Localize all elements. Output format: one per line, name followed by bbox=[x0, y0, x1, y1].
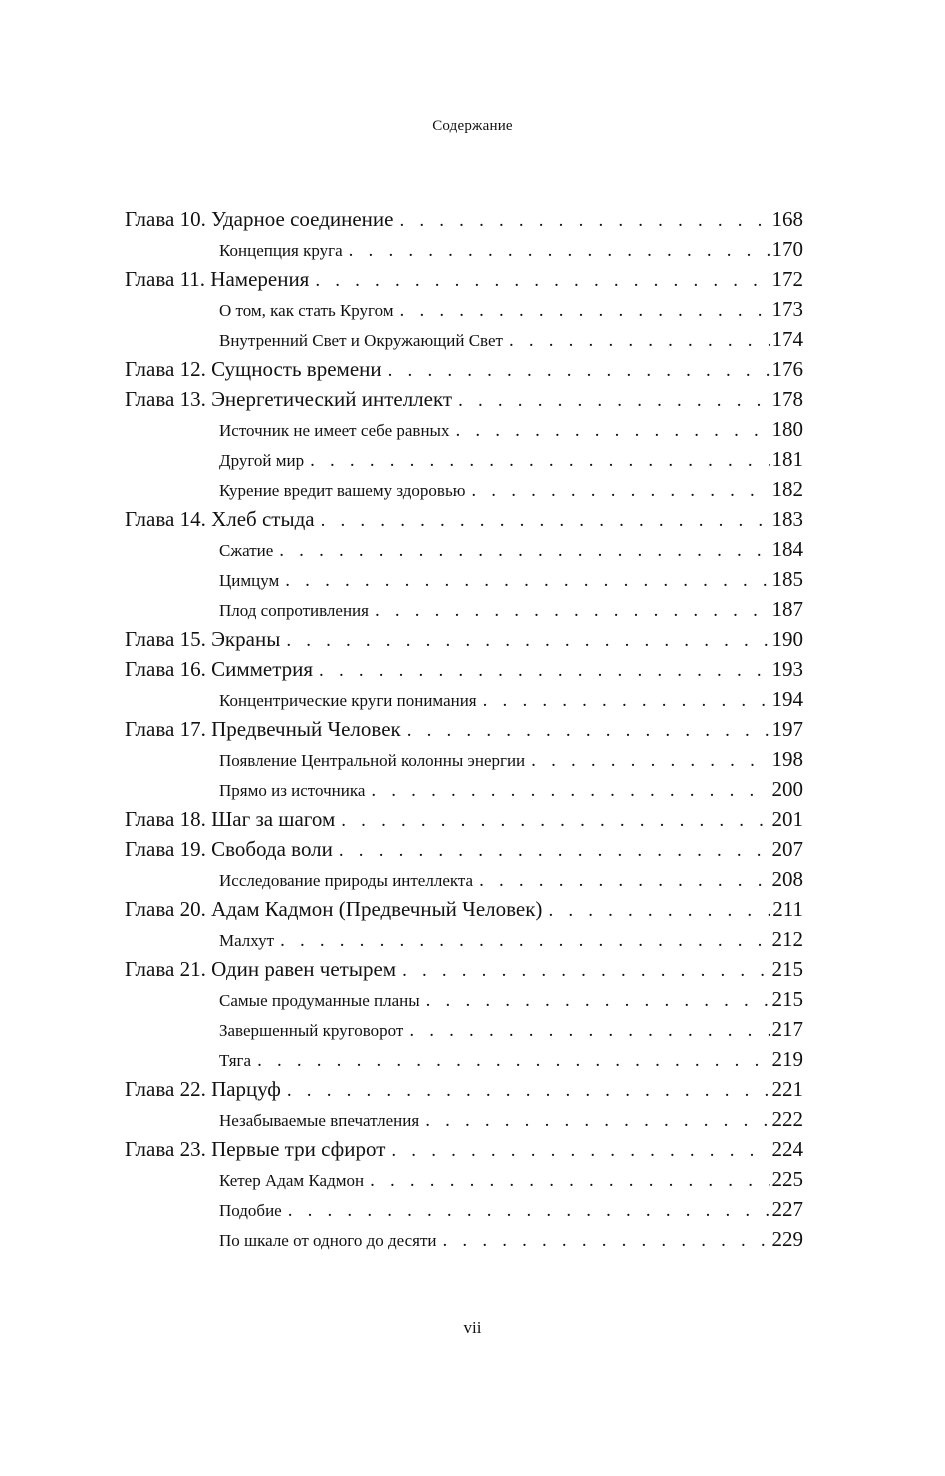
toc-entry-page: 200 bbox=[771, 777, 803, 801]
toc-entry-page: 184 bbox=[771, 537, 803, 561]
toc-entry-title: Глава 15. Экраны bbox=[125, 627, 281, 651]
toc-dot-leader bbox=[251, 1046, 769, 1074]
toc-entry-title: Подобие bbox=[219, 1201, 282, 1220]
toc-entry-title: Появление Центральной колонны энергии bbox=[219, 751, 526, 770]
toc-entry-title: Плод сопротивления bbox=[219, 601, 369, 620]
toc-entry-title: Глава 21. Один равен четырем bbox=[125, 957, 397, 981]
toc-entry-title: Глава 12. Сущность времени bbox=[125, 357, 382, 381]
toc-dot-leader bbox=[280, 626, 769, 654]
toc-dot-leader bbox=[437, 1226, 770, 1254]
toc-dot-leader bbox=[274, 926, 769, 954]
toc-dot-leader bbox=[396, 956, 769, 984]
toc-entry-title: Внутренний Свет и Окружающий Свет bbox=[219, 331, 503, 350]
toc-section-entry bbox=[125, 324, 803, 354]
toc-chapter-entry bbox=[125, 504, 803, 534]
toc-section-entry bbox=[125, 1224, 803, 1254]
toc-dot-leader bbox=[309, 266, 769, 294]
toc-entry-title: Концентрические круги понимания bbox=[219, 691, 477, 710]
toc-section-entry bbox=[125, 534, 803, 564]
toc-section-entry bbox=[125, 1194, 803, 1224]
toc-dot-leader bbox=[473, 866, 769, 894]
toc-section-entry bbox=[125, 1104, 803, 1134]
toc-dot-leader bbox=[313, 656, 769, 684]
toc-chapter-entry bbox=[125, 204, 803, 234]
toc-dot-leader bbox=[364, 1166, 769, 1194]
toc-dot-leader bbox=[542, 896, 770, 924]
toc-entry-title: Незабываемые впечатления bbox=[219, 1111, 420, 1130]
toc-section-entry bbox=[125, 564, 803, 594]
toc-entry-page: 217 bbox=[771, 1017, 803, 1041]
toc-entry-page: 221 bbox=[771, 1077, 803, 1101]
toc-section-entry bbox=[125, 414, 803, 444]
toc-chapter-entry bbox=[125, 264, 803, 294]
toc-chapter-entry bbox=[125, 1134, 803, 1164]
toc-dot-leader bbox=[281, 1076, 770, 1104]
toc-entry-title: Глава 16. Симметрия bbox=[125, 657, 314, 681]
toc-entry-title: Малхут bbox=[219, 931, 275, 950]
toc-entry-title: О том, как стать Кругом bbox=[219, 301, 394, 320]
toc-dot-leader bbox=[304, 446, 769, 474]
toc-dot-leader bbox=[465, 476, 769, 504]
toc-entry-title: Сжатие bbox=[219, 541, 274, 560]
toc-entry-title: Другой мир bbox=[219, 451, 305, 470]
toc-entry-title: Глава 18. Шаг за шагом bbox=[125, 807, 336, 831]
toc-chapter-entry bbox=[125, 954, 803, 984]
toc-section-entry bbox=[125, 234, 803, 264]
toc-dot-leader bbox=[365, 776, 769, 804]
toc-dot-leader bbox=[393, 206, 769, 234]
toc-entry-title: Цимцум bbox=[219, 571, 280, 590]
toc-entry-page: 173 bbox=[771, 297, 803, 321]
toc-entry-page: 219 bbox=[771, 1047, 803, 1071]
toc-entry-page: 183 bbox=[771, 507, 803, 531]
toc-entry-title: Глава 23. Первые три сфирот bbox=[125, 1137, 386, 1161]
toc-entry-page: 225 bbox=[771, 1167, 803, 1191]
toc-dot-leader bbox=[401, 716, 770, 744]
toc-entry-title: Завершенный круговорот bbox=[219, 1021, 404, 1040]
toc-entry-title: Кетер Адам Кадмон bbox=[219, 1171, 365, 1190]
toc-section-entry bbox=[125, 294, 803, 324]
toc-entry-title: Источник не имеет себе равных bbox=[219, 421, 450, 440]
toc-dot-leader bbox=[394, 296, 770, 324]
toc-entry-title: Глава 13. Энергетический интеллект bbox=[125, 387, 453, 411]
toc-section-entry bbox=[125, 1014, 803, 1044]
toc-entry-page: 168 bbox=[771, 207, 803, 231]
page-number: vii bbox=[463, 1318, 482, 1337]
toc-entry-page: 185 bbox=[771, 567, 803, 591]
toc-entry-title: Глава 17. Предвечный Человек bbox=[125, 717, 401, 741]
toc-dot-leader bbox=[449, 416, 769, 444]
toc-dot-leader bbox=[525, 746, 769, 774]
toc-entry-page: 180 bbox=[771, 417, 803, 441]
toc-entry-page: 182 bbox=[771, 477, 803, 501]
toc-dot-leader bbox=[273, 536, 769, 564]
toc-dot-leader bbox=[343, 236, 770, 264]
toc-chapter-entry bbox=[125, 624, 803, 654]
toc-chapter-entry bbox=[125, 804, 803, 834]
toc-section-entry bbox=[125, 924, 803, 954]
toc-entry-page: 215 bbox=[771, 957, 803, 981]
toc-entry-page: 178 bbox=[771, 387, 803, 411]
toc-entry-page: 174 bbox=[771, 327, 803, 351]
toc-dot-leader bbox=[452, 386, 769, 414]
toc-entry-page: 212 bbox=[771, 927, 803, 951]
toc-dot-leader bbox=[315, 506, 770, 534]
toc-entry-page: 176 bbox=[771, 357, 803, 381]
toc-entry-page: 211 bbox=[772, 897, 803, 921]
toc-section-entry bbox=[125, 474, 803, 504]
toc-entry-page: 197 bbox=[771, 717, 803, 741]
toc-entry-title: Глава 11. Намерения bbox=[125, 267, 310, 291]
toc-dot-leader bbox=[335, 806, 769, 834]
toc-entry-title: Глава 10. Ударное соединение bbox=[125, 207, 394, 231]
toc-chapter-entry bbox=[125, 714, 803, 744]
toc-dot-leader bbox=[403, 1016, 769, 1044]
toc-entry-page: 207 bbox=[771, 837, 803, 861]
toc-entry-title: Концепция круга bbox=[219, 241, 343, 260]
toc-entry-title: Глава 20. Адам Кадмон (Предвечный Человек) bbox=[125, 897, 543, 921]
toc-entry-title: Курение вредит вашему здоровью bbox=[219, 481, 466, 500]
toc-entry-title: Глава 19. Свобода воли bbox=[125, 837, 333, 861]
toc-entry-title: Глава 22. Парцуф bbox=[125, 1077, 281, 1101]
toc-dot-leader bbox=[420, 986, 770, 1014]
toc-section-entry bbox=[125, 774, 803, 804]
toc-entry-title: Глава 14. Хлеб стыда bbox=[125, 507, 315, 531]
toc-entry-page: 172 bbox=[771, 267, 803, 291]
toc-entry-page: 224 bbox=[771, 1137, 803, 1161]
toc-entry-title: Исследование природы интеллекта bbox=[219, 871, 474, 890]
toc-section-entry bbox=[125, 684, 803, 714]
toc-entry-page: 208 bbox=[771, 867, 803, 891]
toc-dot-leader bbox=[419, 1106, 769, 1134]
toc-section-entry bbox=[125, 1164, 803, 1194]
toc-entry-page: 194 bbox=[771, 687, 803, 711]
toc-section-entry bbox=[125, 984, 803, 1014]
toc-entry-page: 215 bbox=[771, 987, 803, 1011]
toc-chapter-entry bbox=[125, 654, 803, 684]
toc-entry-title: Тяга bbox=[219, 1051, 252, 1070]
toc-entry-title: Прямо из источника bbox=[219, 781, 366, 800]
toc-chapter-entry bbox=[125, 384, 803, 414]
toc-section-entry bbox=[125, 444, 803, 474]
toc-chapter-entry bbox=[125, 1074, 803, 1104]
toc-section-entry bbox=[125, 744, 803, 774]
toc-dot-leader bbox=[382, 356, 770, 384]
toc-section-entry bbox=[125, 594, 803, 624]
toc-chapter-entry bbox=[125, 894, 803, 924]
toc-entry-page: 227 bbox=[771, 1197, 803, 1221]
table-of-contents bbox=[125, 204, 803, 1254]
toc-entry-page: 170 bbox=[771, 237, 803, 261]
toc-chapter-entry bbox=[125, 354, 803, 384]
toc-entry-page: 198 bbox=[771, 747, 803, 771]
toc-entry-page: 181 bbox=[771, 447, 803, 471]
toc-entry-page: 229 bbox=[771, 1227, 803, 1251]
toc-dot-leader bbox=[279, 566, 769, 594]
toc-section-entry bbox=[125, 864, 803, 894]
toc-chapter-entry bbox=[125, 834, 803, 864]
running-head: Содержание bbox=[432, 118, 513, 134]
toc-entry-page: 190 bbox=[771, 627, 803, 651]
toc-dot-leader bbox=[282, 1196, 770, 1224]
toc-entry-page: 201 bbox=[771, 807, 803, 831]
toc-dot-leader bbox=[385, 1136, 769, 1164]
toc-entry-page: 187 bbox=[771, 597, 803, 621]
toc-dot-leader bbox=[333, 836, 770, 864]
toc-entry-title: Самые продуманные планы bbox=[219, 991, 420, 1010]
toc-section-entry bbox=[125, 1044, 803, 1074]
toc-dot-leader bbox=[477, 686, 770, 714]
toc-entry-page: 193 bbox=[771, 657, 803, 681]
toc-dot-leader bbox=[503, 326, 770, 354]
toc-dot-leader bbox=[369, 596, 770, 624]
toc-entry-title: По шкале от одного до десяти bbox=[219, 1231, 437, 1250]
toc-entry-page: 222 bbox=[771, 1107, 803, 1131]
